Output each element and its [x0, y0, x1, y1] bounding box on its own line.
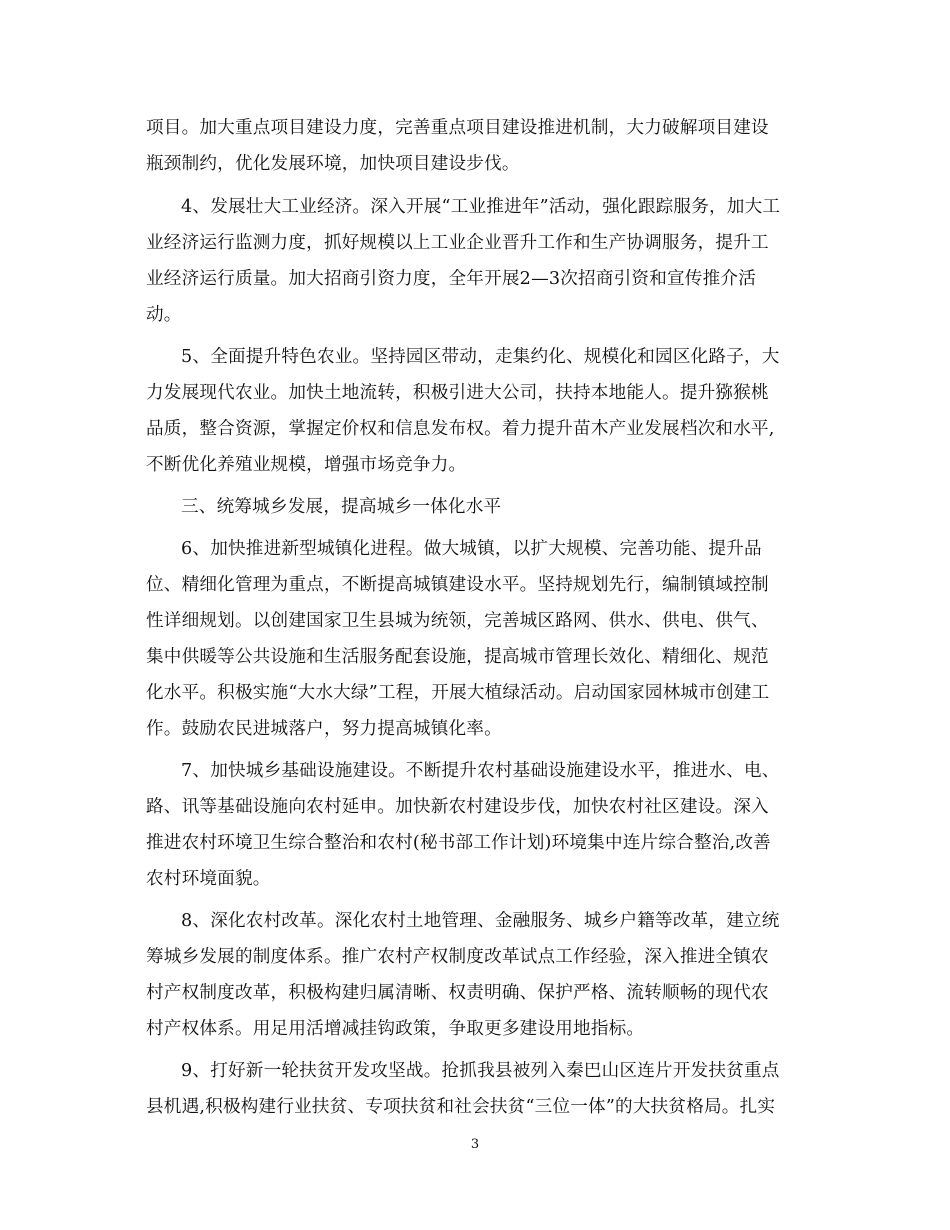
text-line: 集中供暖等公共设施和生活服务配套设施，提高城市管理长效化、精细化、规范	[146, 647, 769, 667]
text-line: 不断优化养殖业规模，增强市场竞争力。	[146, 455, 467, 475]
paragraph-line: 9、打好新一轮扶贫开发攻坚战。抢抓我县被列入秦巴山区连片开发扶贫重点	[181, 1061, 780, 1081]
page-number: 3	[470, 1137, 480, 1152]
paragraph-line: 6、加快推进新型城镇化进程。做大城镇，以扩大规模、完善功能、提升品	[181, 539, 762, 559]
text-line: 位、精细化管理为重点，不断提高城镇建设水平。坚持规划先行，编制镇域控制	[146, 575, 769, 595]
paragraph-line: 8、深化农村改革。深化农村土地管理、金融服务、城乡户籍等改革，建立统	[181, 911, 780, 931]
section-heading: 三、统筹城乡发展，提高城乡一体化水平	[181, 497, 502, 517]
text-line: 作。鼓励农民进城落户，努力提高城镇化率。	[146, 719, 502, 739]
text-line: 项目。加大重点项目建设力度，完善重点项目建设推进机制，大力破解项目建设	[146, 118, 769, 138]
text-line: 筹城乡发展的制度体系。推广农村产权制度改革试点工作经验，深入推进全镇农	[146, 947, 769, 967]
text-line: 村产权制度改革，积极构建归属清晰、权责明确、保护严格、流转顺畅的现代农	[146, 983, 769, 1003]
text-line: 业经济运行质量。加大招商引资力度，全年开展2—3次招商引资和宣传推介活	[146, 269, 756, 289]
text-line: 路、讯等基础设施向农村延申。加快新农村建设步伐，加快农村社区建设。深入	[146, 797, 769, 817]
text-line: 动。	[146, 305, 182, 325]
text-line: 农村环境面貌。	[146, 869, 271, 889]
text-line: 瓶颈制约，优化发展环境，加快项目建设步伐。	[146, 154, 520, 174]
paragraph-line: 5、全面提升特色农业。坚持园区带动，走集约化、规模化和园区化路子，大	[181, 347, 780, 367]
text-line: 化水平。积极实施“大水大绿”工程，开展大植绿活动。启动国家园林城市创建工	[146, 683, 770, 703]
text-line: 力发展现代农业。加快土地流转，积极引进大公司，扶持本地能人。提升猕猴桃	[146, 383, 769, 403]
text-line: 推进农村环境卫生综合整治和农村(秘书部工作计划)环境集中连片综合整治,改善	[146, 833, 771, 853]
text-line: 县机遇,积极构建行业扶贫、专项扶贫和社会扶贫“三位一体”的大扶贫格局。扎实	[146, 1097, 776, 1117]
paragraph-line: 4、发展壮大工业经济。深入开展“工业推进年”活动，强化跟踪服务，加大工	[181, 197, 781, 217]
text-line: 业经济运行监测力度，抓好规模以上工业企业晋升工作和生产协调服务，提升工	[146, 233, 769, 253]
paragraph-line: 7、加快城乡基础设施建设。不断提升农村基础设施建设水平，推进水、电、	[181, 761, 780, 781]
text-line: 村产权体系。用足用活增减挂钩政策，争取更多建设用地指标。	[146, 1019, 645, 1039]
text-line: 品质，整合资源，掌握定价权和信息发布权。着力提升苗木产业发展档次和水平,	[146, 419, 775, 439]
text-line: 性详细规划。以创建国家卫生县城为统领，完善城区路网、供水、供电、供气、	[146, 611, 769, 631]
